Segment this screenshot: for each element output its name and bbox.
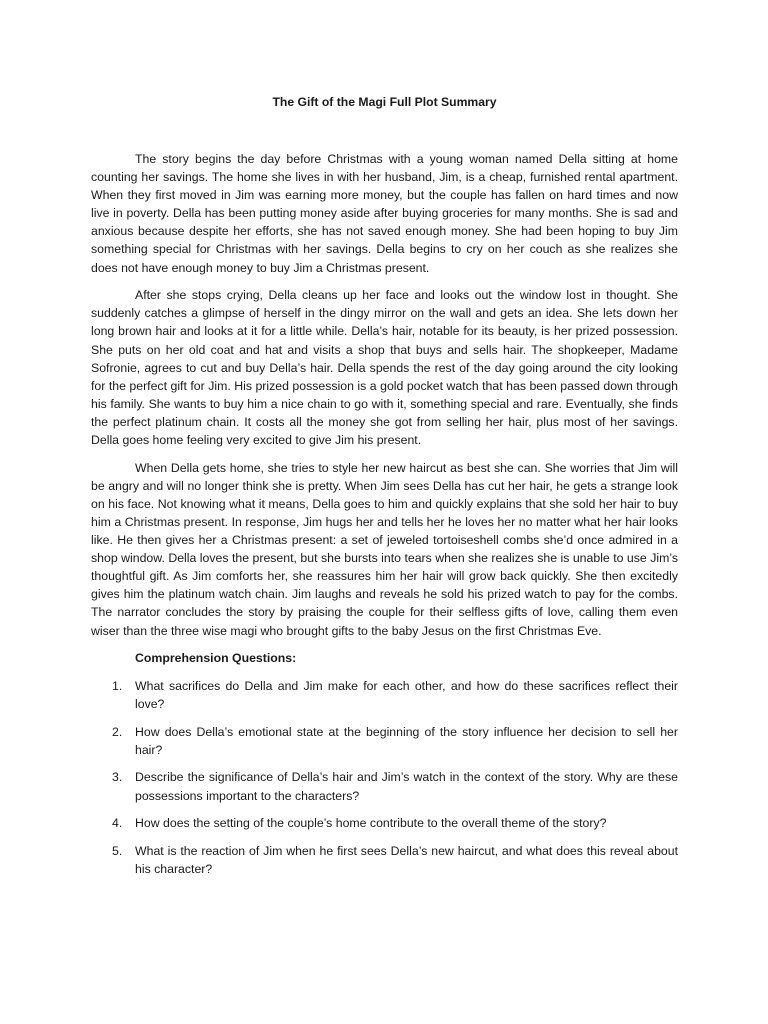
document-body	[91, 150, 678, 888]
question-text: What sacrifices do Della and Jim make for each other, and how do these sacrifices reflect their love?	[135, 678, 678, 711]
question-number: 5.	[112, 843, 123, 858]
question-text: How does Della’s emotional state at the beginning of the story influence her decision to sell her hair?	[135, 724, 678, 757]
question-item	[91, 814, 678, 832]
question-text: Describe the significance of Della’s hair and Jim’s watch in the context of the story. Why are these possessions important to the characters?	[135, 770, 678, 803]
question-item	[91, 723, 678, 759]
summary-paragraph-1: The story begins the day before Christmas with a young woman named Della sitting at home counting her savings. The home she lives in with her husband, Jim, is a cheap, furnished rental apartment. When they first moved in Jim was earning more money, but the couple has fallen on hard times and now live in poverty. Della has been putting money aside after buying groceries for many months. She is sad and anxious because despite her efforts, she has not saved enough money. She had been hoping to buy Jim something special for Christmas with her savings. Della begins to cry on her couch as she realizes she does not have enough money to buy Jim a Christmas present.	[91, 152, 678, 275]
document-title: The Gift of the Magi Full Plot Summary	[272, 95, 497, 109]
summary-paragraph-2: After she stops crying, Della cleans up her face and looks out the window lost in thought. She suddenly catches a glimpse of herself in the dingy mirror on the wall and gets an idea. She lets down her long brown hair and looks at it for a little while. Della’s hair, notable for its beauty, is her prized possession. She puts on her old coat and hat and visits a shop that buys and sells hair. The shopkeeper, Madame Sofronie, agrees to cut and buy Della’s hair. Della spends the rest of the day going around the city looking for the perfect gift for Jim. His prized possession is a gold pocket watch that has been passed down through his family. She wants to buy him a nice chain to go with it, something special and rare. Eventually, she finds the perfect platinum chain. It costs all the money she got from selling her hair, plus most of her savings. Della goes home feeling very excited to give Jim his present.	[91, 288, 678, 447]
question-number: 2.	[112, 724, 123, 739]
question-text: What is the reaction of Jim when he first sees Della’s new haircut, and what does this reveal about his character?	[135, 843, 678, 877]
summary-paragraph-3: When Della gets home, she tries to style her new haircut as best she can. She worries that Jim will be angry and will no longer think she is pretty. When Jim sees Della has cut her hair, he gets a strange look on his face. Not knowing what it means, Della goes to him and quickly explains that she sold her hair to buy him a Christmas present. In response, Jim hugs her and tells her he loves her no matter what her hair looks like. He then gives her a Christmas present: a set of jeweled tortoiseshell combs she’d once admired in a shop window. Della loves the present, but she bursts into tears when she realizes she is unable to use Jim’s thoughtful gift. As Jim comforts her, she reassures him her hair will grow back quickly. She then excitedly gives him the platinum watch chain. Jim laughs and reveals he sold his prized watch to pay for the combs. The narrator concludes the story by praising the couple for their selfless gifts of love, calling them even wiser than the three wise magi who brought gifts to the baby Jesus on the first Christmas Eve.	[91, 460, 678, 638]
question-item	[91, 768, 678, 804]
question-item	[91, 842, 678, 878]
question-number: 4.	[112, 816, 123, 831]
question-number: 1.	[112, 678, 123, 693]
questions-heading: Comprehension Questions:	[135, 651, 297, 666]
question-item	[91, 677, 678, 713]
question-text: How does the setting of the couple’s home contribute to the overall theme of the story?	[135, 816, 607, 831]
question-number: 3.	[112, 770, 123, 785]
questions-list	[91, 677, 678, 878]
